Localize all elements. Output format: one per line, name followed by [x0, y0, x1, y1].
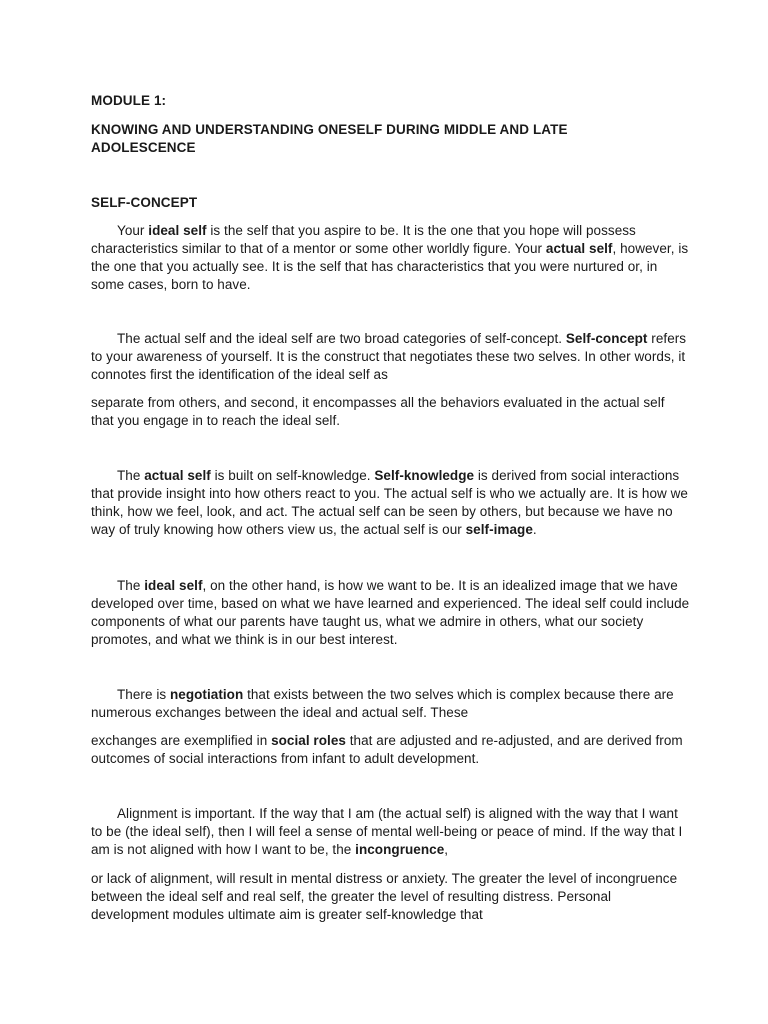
- text-run: The: [117, 578, 145, 593]
- text-run: The actual self and the ideal self are two broad categories of self-concept.: [117, 331, 566, 346]
- term-actual-self: actual self: [144, 468, 211, 483]
- paragraph-self-concept: [91, 330, 691, 384]
- paragraph-ideal-actual-self: [91, 222, 691, 294]
- module-label: MODULE 1:: [91, 93, 167, 108]
- paragraph-alignment: [91, 805, 691, 859]
- paragraph-social-roles: [91, 732, 691, 768]
- text-run: ,: [444, 842, 449, 857]
- text-run: is the self that you aspire to be. It is the one that you hope will possess characteristics similar to that of a mentor or some other worldly figure. Your: [91, 223, 636, 256]
- term-incongruence: incongruence: [355, 842, 445, 857]
- term-negotiation: negotiation: [169, 687, 244, 702]
- text-run: that are adjusted and re-adjusted, and are derived from outcomes of social interactions from infant to adult development.: [91, 733, 683, 766]
- text-run: Alignment is important. If the way that I am (the actual self) is aligned with the way that I want to be (the ideal self), then I will feel a sense of mental well-being or peace of mind. If the way that I am is not aligned with how I want to be, the: [91, 806, 683, 857]
- text-run: There is: [117, 687, 170, 702]
- text-run: refers to your awareness of yourself. It is the construct that negotiates these two selves. In other words, it connotes first the identification of the ideal self as: [91, 331, 687, 382]
- text-run: Your: [117, 223, 149, 238]
- term-ideal-self: ideal self: [148, 223, 207, 238]
- module-title: KNOWING AND UNDERSTANDING ONESELF DURING MIDDLE AND LATE ADOLESCENCE: [91, 122, 568, 155]
- term-self-knowledge: Self-knowledge: [374, 468, 475, 483]
- text-run: .: [532, 522, 537, 537]
- paragraph-negotiation: [91, 686, 691, 722]
- text-run: or lack of alignment, will result in mental distress or anxiety. The greater the level of incongruence between the ideal self and real self, the greater the level of resulting distress. Personal development modules ultimate aim is greater self-knowledge that: [91, 871, 678, 922]
- text-run: , on the other hand, is how we want to be. It is an idealized image that we have developed over time, based on what we have learned and experienced. The ideal self could include components of what our parents have taught us, what we admire in others, what our society promotes, and what we think is in our best interest.: [91, 578, 690, 647]
- paragraph-ideal-self: [91, 577, 691, 649]
- term-ideal-self: ideal self: [144, 578, 203, 593]
- text-run: that exists between the two selves which is complex because there are numerous exchanges between the ideal and actual self. These: [91, 687, 674, 720]
- term-self-concept: Self-concept: [565, 331, 648, 346]
- term-social-roles: social roles: [271, 733, 346, 748]
- paragraph-actual-self: [91, 467, 691, 539]
- section-heading: SELF-CONCEPT: [91, 195, 198, 210]
- term-self-image: self-image: [465, 522, 533, 537]
- text-run: , however, is the one that you actually see. It is the self that has characteristics that you were nurtured or, in some cases, born to have.: [91, 241, 689, 292]
- paragraph-self-concept-cont: [91, 394, 691, 430]
- text-run: is derived from social interactions that provide insight into how others react to you. The actual self is who we actually are. It is how we think, how we feel, look, and act. The actual self can be seen by others, but because we have no way of truly knowing how others view us, the actual self is our: [91, 468, 688, 537]
- term-actual-self: actual self: [545, 241, 613, 256]
- text-run: The: [117, 468, 145, 483]
- paragraph-incongruence: [91, 870, 691, 924]
- text-run: separate from others, and second, it encompasses all the behaviors evaluated in the actual self that you engage in to reach the ideal self.: [91, 395, 665, 428]
- text-run: is built on self-knowledge.: [210, 468, 375, 483]
- text-run: exchanges are exemplified in: [91, 733, 272, 748]
